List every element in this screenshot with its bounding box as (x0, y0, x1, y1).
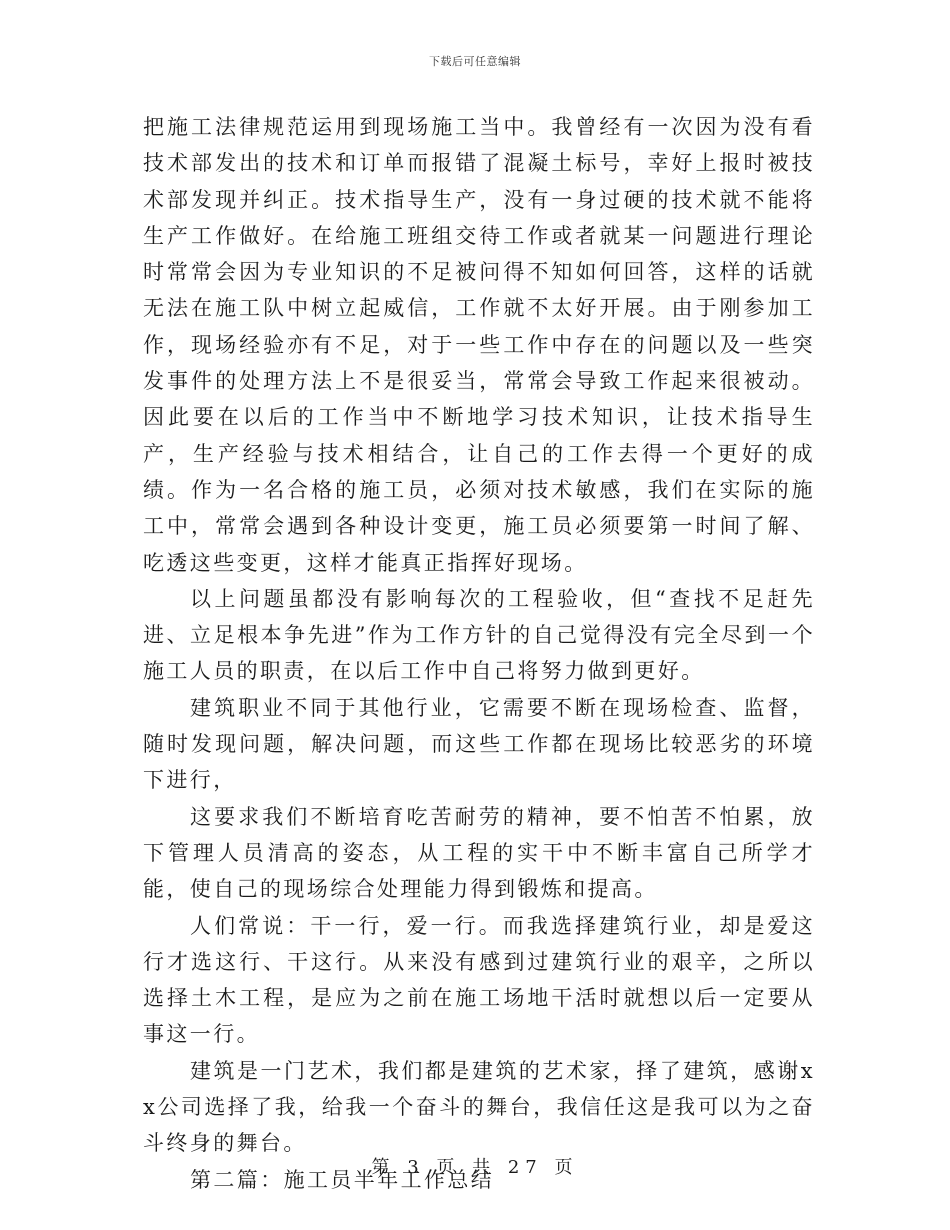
section-heading: 第二篇：施工员半年工作总结 (190, 1167, 495, 1192)
paragraph-continued: 把施工法律规范运用到现场施工当中。我曾经有一次因为没有看技术部发出的技术和订单而报错了混凝土标号，幸好上报时被技术部发现并纠正。技术指导生产，没有一身过硬的技术就不能将生产工作做好。在给施工班组交待工作或者就某一问题进行理论时常常会因为专业知识的不足被问得不知如何回答，这样的话就无法在施工队中树立起威信，工作就不太好开展。由于刚参加工作，现场经验亦有不足，对于一些工作中存在的问题以及一些突发事件的处理方法上不是很妥当，常常会导致工作起来很被动。因此要在以后的工作当中不断地学习技术知识，让技术指导生产，生产经验与技术相结合，让自己的工作去得一个更好的成绩。作为一名合格的施工员，必须对技术敏感，我们在实际的施工中，常常会遇到各种设计变更，施工员必须要第一时间了解、吃透这些变更，这样才能真正指挥好现场。 (143, 115, 815, 575)
paragraph-profession: 建筑职业不同于其他行业，它需要不断在现场检查、监督，随时发现问题，解决问题，而这些工作都在现场比较恶劣的环境下进行， (143, 695, 815, 793)
paragraph-saying: 人们常说：干一行，爱一行。而我选择建筑行业，却是爱这行才选这行、干这行。从来没有感到过建筑行业的艰辛，之所以选择土木工程，是应为之前在施工场地干活时就想以后一定要从事这一行。 (143, 913, 815, 1047)
paragraph-art: 建筑是一门艺术，我们都是建筑的艺术家，择了建筑，感谢xx公司选择了我，给我一个奋斗的舞台，我信任这是我可以为之奋斗终身的舞台。 (143, 1058, 815, 1156)
header-note: 下载后可任意编辑 (429, 55, 521, 68)
paragraph-issues: 以上问题虽都没有影响每次的工程验收，但“查找不足赶先进、立足根本争先进”作为工作方针的自己觉得没有完全尽到一个施工人员的职责，在以后工作中自己将努力做到更好。 (143, 586, 815, 684)
page-number: 第 3 页 共 27 页 (371, 1157, 579, 1178)
document-body (143, 109, 815, 1198)
paragraph-requirements: 这要求我们不断培育吃苦耐劳的精神，要不怕苦不怕累，放下管理人员清高的姿态，从工程的实干中不断丰富自己所学才能，使自己的现场综合处理能力得到锻炼和提高。 (143, 804, 815, 902)
